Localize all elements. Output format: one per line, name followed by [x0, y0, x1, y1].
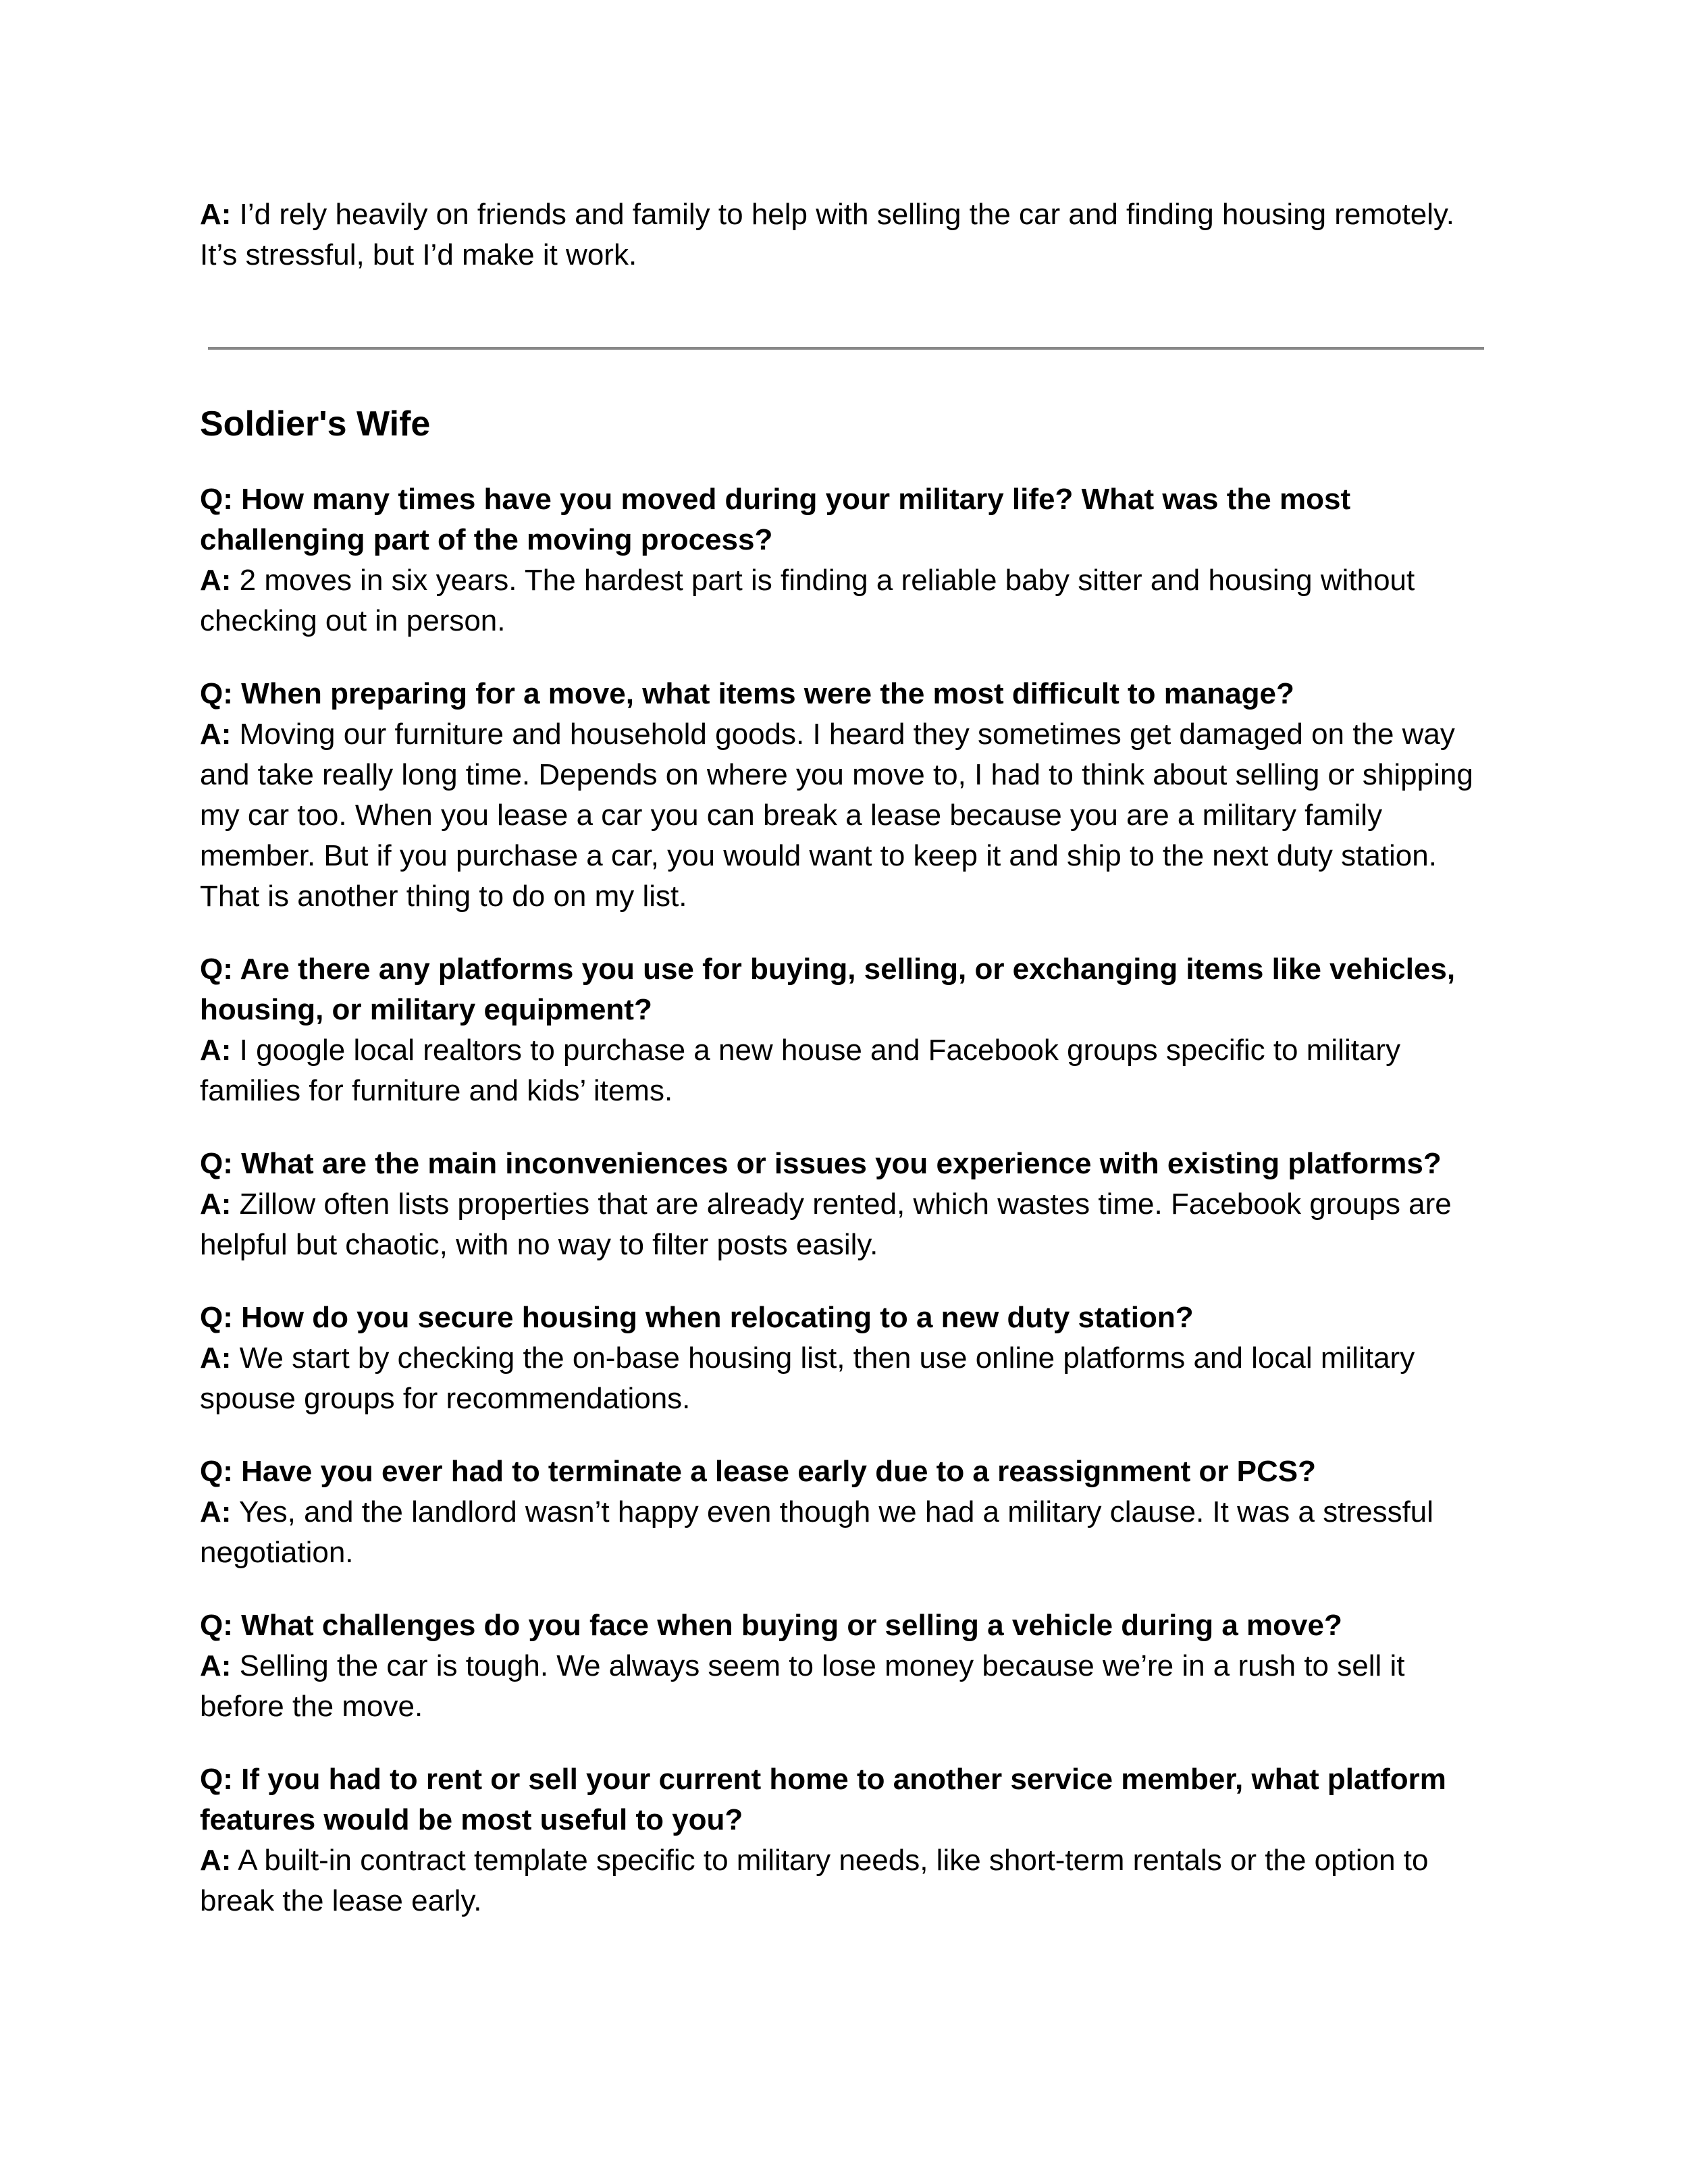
answer-label: A: — [200, 1649, 232, 1682]
answer-text: Yes, and the landlord wasn’t happy even though we had a military clause. It was a stressful negotiation. — [200, 1495, 1434, 1569]
answer-paragraph — [200, 1646, 1492, 1727]
question-text: Q: What are the main inconveniences or issues you experience with existing platforms? — [200, 1147, 1442, 1180]
answer-paragraph — [200, 1030, 1492, 1111]
qa-item — [200, 1605, 1492, 1727]
answer-paragraph — [200, 1840, 1492, 1921]
document-content — [200, 194, 1492, 1921]
answer-text: Zillow often lists properties that are already rented, which wastes time. Facebook groups are helpful but chaotic, with no way to filter posts easily. — [200, 1188, 1452, 1261]
qa-item — [200, 1451, 1492, 1573]
qa-item — [200, 479, 1492, 641]
answer-text: I’d rely heavily on friends and family to help with selling the car and finding housing remotely. It’s stressful, but I’d make it work. — [200, 198, 1454, 271]
qa-item — [200, 1144, 1492, 1265]
answer-paragraph — [200, 714, 1492, 917]
answer-text: Selling the car is tough. We always seem to lose money because we’re in a rush to sell it before the move. — [200, 1649, 1405, 1723]
answer-label: A: — [200, 1495, 232, 1528]
question-text: Q: How many times have you moved during your military life? What was the most challenging part of the moving process? — [200, 483, 1351, 556]
answer-text: We start by checking the on-base housing list, then use online platforms and local military spouse groups for recommendations. — [200, 1341, 1415, 1415]
qa-item — [200, 1298, 1492, 1419]
qa-item — [200, 674, 1492, 917]
qa-item — [200, 1759, 1492, 1921]
answer-label: A: — [200, 1341, 232, 1375]
answer-label: A: — [200, 198, 232, 231]
answer-text: A built-in contract template specific to military needs, like short-term rentals or the option to break the lease early. — [200, 1844, 1429, 1917]
section-title: Soldier's Wife — [200, 404, 431, 444]
answer-text: 2 moves in six years. The hardest part is finding a reliable baby sitter and housing without checking out in person. — [200, 564, 1415, 637]
qa-item — [200, 949, 1492, 1111]
answer-label: A: — [200, 1844, 232, 1877]
answer-label: A: — [200, 1188, 232, 1221]
answer-paragraph — [200, 560, 1492, 641]
question-text: Q: When preparing for a move, what items were the most difficult to manage? — [200, 677, 1294, 710]
question-text: Q: If you had to rent or sell your current home to another service member, what platform features would be most useful to you? — [200, 1763, 1446, 1836]
answer-text: I google local realtors to purchase a new house and Facebook groups specific to military families for furniture and kids’ items. — [200, 1034, 1401, 1107]
answer-paragraph — [200, 1492, 1492, 1573]
answer-label: A: — [200, 1034, 232, 1067]
question-text: Q: Have you ever had to terminate a lease early due to a reassignment or PCS? — [200, 1455, 1317, 1488]
question-text: Q: What challenges do you face when buying or selling a vehicle during a move? — [200, 1609, 1342, 1642]
question-text: Q: Are there any platforms you use for buying, selling, or exchanging items like vehicles, housing, or military equipment? — [200, 953, 1456, 1026]
answer-label: A: — [200, 564, 232, 597]
horizontal-divider — [208, 347, 1484, 350]
answer-paragraph — [200, 1184, 1492, 1265]
answer-label: A: — [200, 718, 232, 751]
intro-answer — [200, 194, 1492, 275]
answer-text: Moving our furniture and household goods. I heard they sometimes get damaged on the way and take really long time. Depends on where you move to, I had to think about selling or shipping my car too. When you lease a car you can break a lease because you are a military family member. But if you purchase a car, you would want to keep it and ship to the next duty station. That is another thing to do on my list. — [200, 718, 1473, 913]
answer-paragraph — [200, 1338, 1492, 1419]
qa-list — [200, 479, 1492, 1921]
question-text: Q: How do you secure housing when relocating to a new duty station? — [200, 1301, 1194, 1334]
